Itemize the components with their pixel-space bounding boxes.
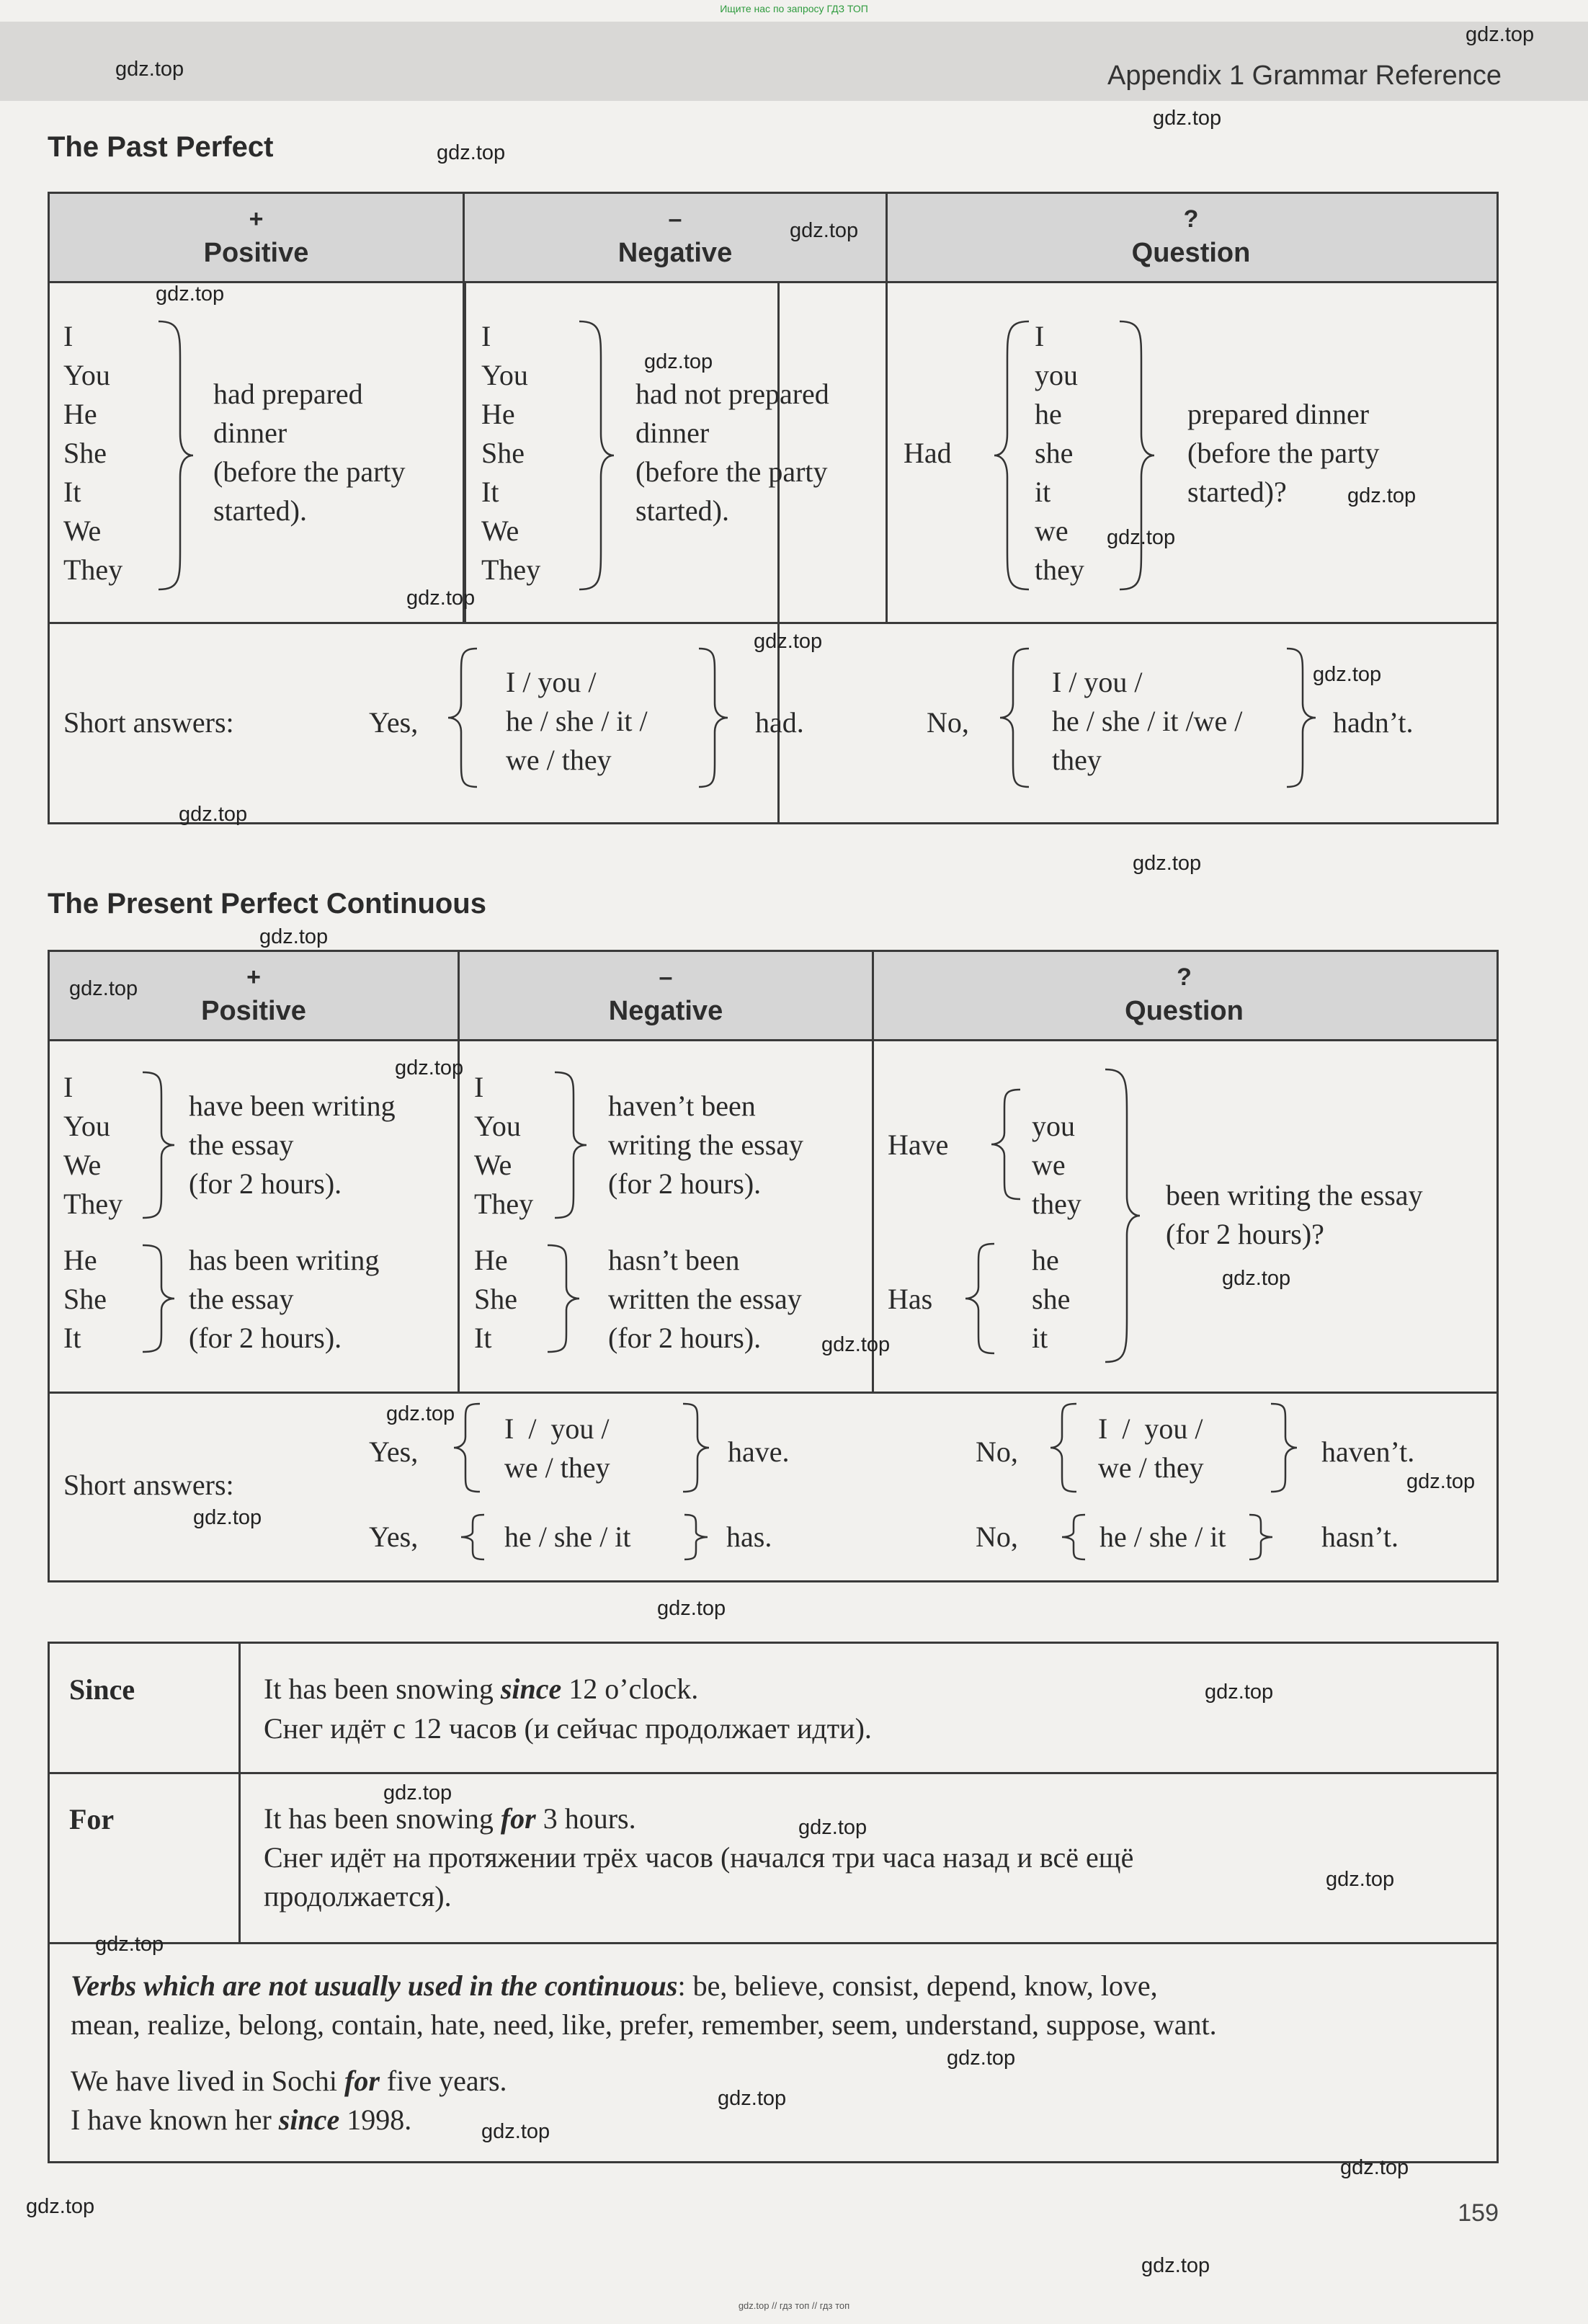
ppc-q-aux-has: Has	[888, 1283, 933, 1315]
watermark: gdz.top	[1141, 2254, 1210, 2277]
header-positive: Positive	[201, 996, 306, 1026]
since-example: It has been snowing since 12 o’clock.	[264, 1673, 699, 1705]
brace-icon	[445, 646, 481, 790]
watermark: gdz.top	[481, 2120, 550, 2143]
watermark: gdz.top	[95, 1933, 164, 1956]
watermark: gdz.top	[1107, 526, 1176, 549]
for-translation-2: продолжается).	[264, 1880, 452, 1913]
brace-icon	[680, 1401, 712, 1495]
ppc-positive-2: has been writing the essay (for 2 hours).	[189, 1244, 380, 1354]
bottom-search-link[interactable]: gdz.top // гдз топ // гдз топ	[738, 2300, 850, 2311]
ppc-q-text: been writing the essay (for 2 hours)?	[1166, 1179, 1423, 1250]
brace-icon	[451, 1401, 483, 1495]
ppc-yes-aux-2: has.	[726, 1521, 772, 1553]
pp-q-subjects: I you he she it we they	[1035, 320, 1084, 586]
brace-icon	[963, 1241, 999, 1356]
example-sochi: We have lived in Sochi for five years.	[71, 2065, 507, 2097]
brace-icon	[989, 1087, 1025, 1202]
watermark: gdz.top	[437, 141, 506, 164]
brace-icon	[997, 646, 1033, 790]
ppc-no-2: No,	[976, 1521, 1018, 1553]
ppc-q-aux-have: Have	[888, 1128, 949, 1161]
watermark: gdz.top	[1222, 1267, 1291, 1290]
stative-verbs-line-1: Verbs which are not usually used in the continuous: be, believe, consist, depend, know, love,	[71, 1969, 1158, 2002]
top-search-link[interactable]: Ищите нас по запросу ГДЗ ТОП	[720, 3, 868, 14]
watermark: gdz.top	[156, 282, 225, 306]
watermark: gdz.top	[1347, 484, 1417, 507]
watermark: gdz.top	[1340, 2156, 1409, 2179]
brace-icon	[549, 1069, 589, 1221]
ppc-neg-subjects-2: He She It	[474, 1244, 517, 1354]
ppc-no-subjects-2: he / she / it	[1099, 1521, 1226, 1553]
ppc-no-1: No,	[976, 1435, 1018, 1468]
watermark: gdz.top	[821, 1333, 891, 1356]
ppc-negative-2: hasn’t been written the essay (for 2 hours).	[608, 1244, 802, 1354]
for-example: It has been snowing for 3 hours.	[264, 1802, 636, 1835]
brace-icon	[695, 646, 731, 790]
watermark: gdz.top	[947, 2047, 1016, 2070]
ppc-header: + Positive – Negative ? Question	[50, 952, 1496, 1041]
watermark: gdz.top	[657, 1597, 726, 1620]
since-translation: Снег идёт с 12 часов (и сейчас продолжает идти).	[264, 1712, 872, 1745]
watermark: gdz.top	[193, 1506, 262, 1529]
ppc-positive-1: have been writing the essay (for 2 hours).	[189, 1090, 396, 1200]
watermark: gdz.top	[406, 587, 476, 610]
brace-icon	[1246, 1512, 1275, 1562]
watermark: gdz.top	[386, 1402, 455, 1425]
watermark: gdz.top	[395, 1056, 464, 1079]
for-translation-1: Снег идёт на протяжении трёх часов (начался три часа назад и всё ещё	[264, 1841, 1134, 1874]
past-perfect-title: The Past Perfect	[48, 131, 274, 163]
example-known: I have known her since 1998.	[71, 2103, 412, 2136]
pp-negative: had not prepared dinner (before the party started).	[635, 378, 829, 527]
brace-icon	[153, 319, 196, 592]
watermark: gdz.top	[1153, 107, 1222, 130]
pp-positive: had prepared dinner (before the party started).	[213, 378, 406, 527]
ppc-yes-subjects-2: he / she / it	[504, 1521, 631, 1553]
brace-icon	[1268, 1401, 1300, 1495]
brace-icon	[137, 1069, 177, 1221]
ppc-no-subjects-1: I / you / we / they	[1098, 1412, 1204, 1484]
ppc-no-aux-2: hasn’t.	[1321, 1521, 1399, 1553]
watermark: gdz.top	[259, 925, 329, 948]
ppc-neg-subjects-1: I You We They	[474, 1071, 534, 1220]
header-question: Question	[1125, 996, 1244, 1026]
watermark: gdz.top	[115, 58, 184, 81]
header-question: Question	[1131, 238, 1251, 268]
brace-icon	[137, 1242, 177, 1355]
pp-yes: Yes,	[369, 706, 419, 739]
watermark: gdz.top	[1205, 1680, 1274, 1704]
header-negative: Negative	[617, 238, 733, 268]
ppc-subjects-2: He She It	[63, 1244, 107, 1354]
watermark: gdz.top	[69, 977, 138, 1000]
watermark: gdz.top	[1466, 23, 1535, 46]
watermark: gdz.top	[754, 630, 823, 653]
pp-no: No,	[927, 706, 969, 739]
watermark: gdz.top	[1133, 852, 1202, 875]
brace-icon	[1059, 1512, 1088, 1562]
pp-no-subjects: I / you / he / she / it /we / they	[1052, 666, 1243, 776]
pp-q-text: prepared dinner (before the party started)?	[1187, 398, 1380, 508]
stative-verbs-line-2: mean, realize, belong, contain, hate, need, like, prefer, remember, seem, understand, suppose, want.	[71, 2008, 1217, 2041]
brace-icon	[458, 1512, 487, 1562]
ppc-q-subjects-1: you we they	[1032, 1110, 1081, 1220]
watermark: gdz.top	[383, 1781, 452, 1804]
pp-no-aux: hadn’t.	[1333, 706, 1414, 739]
brace-icon	[574, 319, 617, 592]
ppc-yes-2: Yes,	[369, 1521, 419, 1553]
ppc-q-subjects-2: he she it	[1032, 1244, 1071, 1354]
ppc-negative-1: haven’t been writing the essay (for 2 hours).	[608, 1090, 804, 1200]
watermark: gdz.top	[644, 350, 713, 373]
since-label: Since	[69, 1673, 135, 1706]
brace-icon	[1099, 1067, 1143, 1365]
watermark: gdz.top	[179, 803, 248, 826]
ppc-no-aux-1: haven’t.	[1321, 1435, 1415, 1468]
pp-neg-subjects: I You He She It We They	[481, 320, 541, 586]
pp-short-label: Short answers:	[63, 706, 234, 739]
watermark: gdz.top	[1313, 663, 1382, 686]
past-perfect-header: + Positive – Negative ? Question	[50, 194, 1496, 283]
header-negative: Negative	[608, 996, 723, 1026]
watermark: gdz.top	[1406, 1470, 1476, 1493]
for-label: For	[69, 1803, 115, 1835]
pp-yes-aux: had.	[755, 706, 804, 739]
brace-icon	[542, 1242, 582, 1355]
watermark: gdz.top	[718, 2087, 787, 2110]
ppc-yes-1: Yes,	[369, 1435, 419, 1468]
watermark: gdz.top	[790, 219, 859, 242]
brace-icon	[682, 1512, 710, 1562]
ppc-title: The Present Perfect Continuous	[48, 888, 486, 920]
ppc-short-label: Short answers:	[63, 1469, 234, 1501]
ppc-subjects-1: I You We They	[63, 1071, 123, 1220]
watermark: gdz.top	[1326, 1868, 1395, 1891]
pp-q-aux: Had	[904, 437, 952, 469]
brace-icon	[1048, 1401, 1079, 1495]
header-positive: Positive	[203, 238, 309, 268]
brace-icon	[991, 319, 1035, 592]
pp-yes-subjects: I / you / he / she / it / we / they	[506, 666, 648, 776]
watermark: gdz.top	[798, 1816, 867, 1839]
watermark: gdz.top	[26, 2195, 95, 2218]
brace-icon	[1114, 319, 1157, 592]
pp-subjects: I You He She It We They	[63, 320, 123, 586]
running-head: Appendix 1 Grammar Reference	[1107, 61, 1502, 91]
ppc-yes-aux-1: have.	[728, 1435, 790, 1468]
ppc-yes-subjects-1: I / you / we / they	[504, 1412, 610, 1484]
page-number: 159	[1458, 2199, 1499, 2227]
